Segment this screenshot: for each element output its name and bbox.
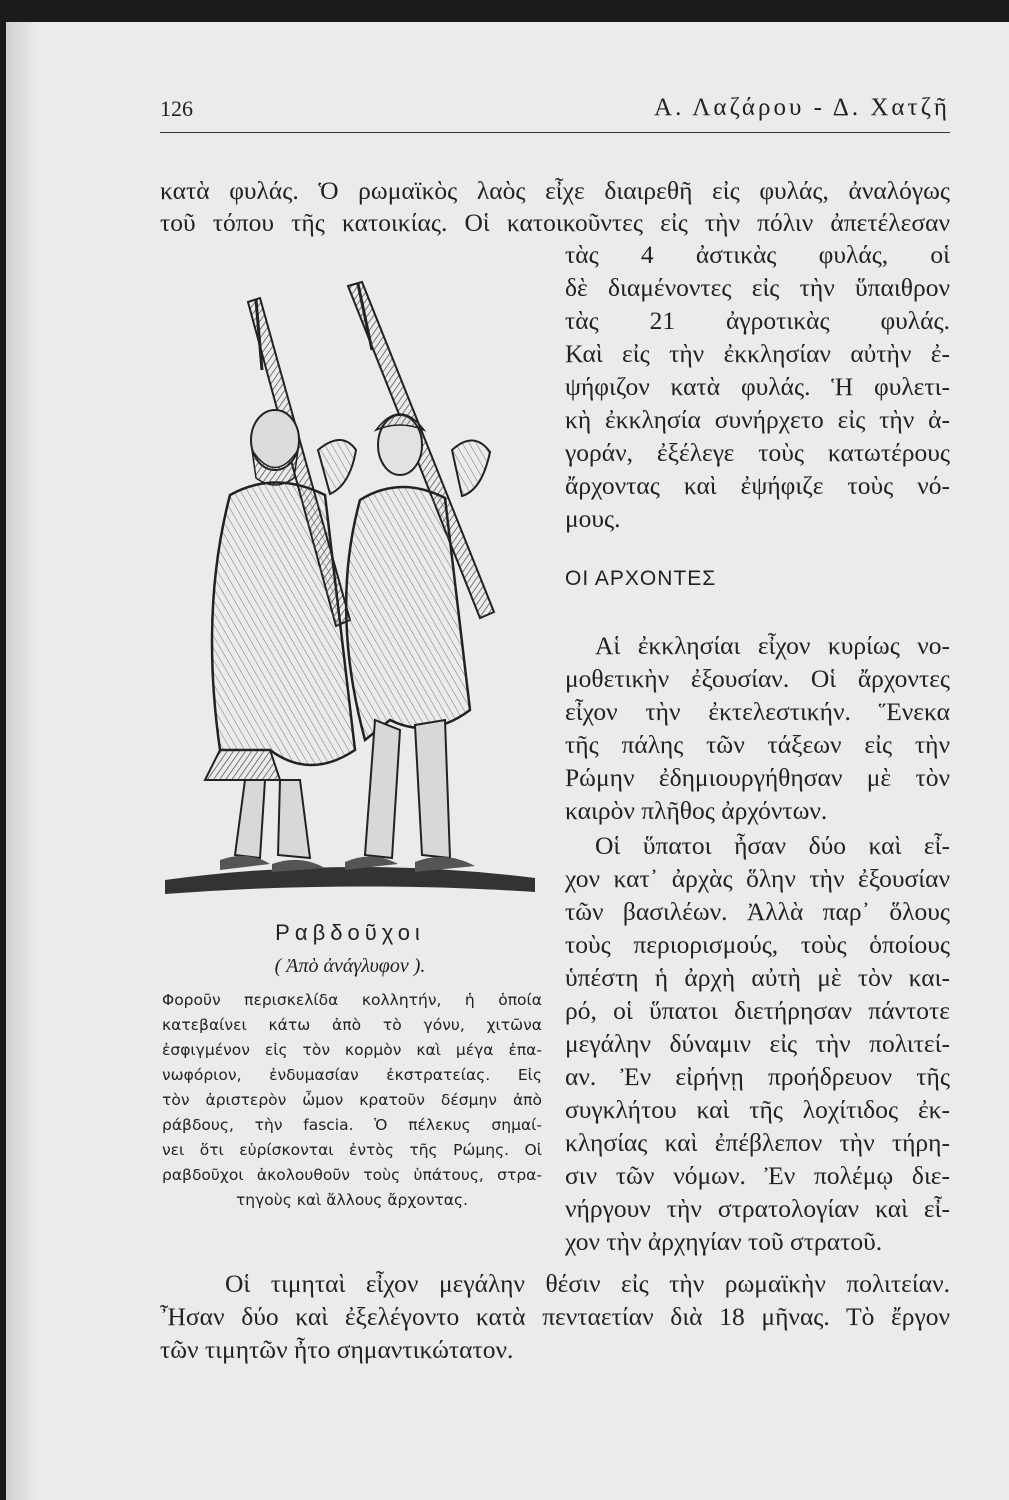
figure-title: Ραβδοῦχοι [275,920,425,945]
body-line: τοῦ τόπου τῆς κατοικίας. Οἱ κατοικοῦντες εἰς τὴν πόλιν ἀπετέλεσαν [160,208,950,237]
column-line: μους. [565,504,621,533]
column-line: κλησίας καὶ ἐπέβλεπον τὴν τήρη- [565,1128,950,1157]
caption-line: ἐσφιγμένον εἰς τὸν κορμὸν καὶ μέγα ἐπα- [162,1041,542,1059]
column-line: τῶν βασιλέων. Ἀλλὰ παρ᾽ ὅλους [565,897,950,926]
column-line: σιν τῶν νόμων. Ἐν πολέμῳ διε- [565,1161,950,1190]
column-line: μεγάλην δύναμιν εἰς τὴν πολιτεί- [565,1029,950,1058]
body-line: Οἱ τιμηταὶ εἶχον μεγάλην θέσιν εἰς τὴν ρωμαϊκὴν πολιτείαν. [225,1269,950,1298]
running-head: Α. Λαζάρου - Δ. Χατζῆ [654,94,950,121]
caption-line: τὸν ἀριστερὸν ὦμον κρατοῦν δέσμην ἀπὸ [162,1091,542,1109]
column-line: Αἱ ἐκκλησίαι εἶχον κυρίως νο- [595,631,950,660]
column-line: κὴ ἐκκλησία συνήρχετο εἰς τὴν ἀ- [565,405,950,434]
column-line: νήργουν τὴν στρατολογίαν καὶ εἶ- [565,1194,950,1223]
caption-line: νωφόριον, ἐνδυμασίαν ἐκστρατείας. Εἰς [162,1066,542,1084]
caption-line: κατεβαίνει κάτω ἀπὸ τὸ γόνυ, χιτῶνα [162,1016,542,1034]
body-line: τῶν τιμητῶν ἦτο σημαντικώτατον. [160,1335,514,1364]
column-line: ὑπέστη ἡ ἀρχὴ αὐτὴ μὲ τὸν και- [565,963,950,992]
page-number: 126 [160,96,193,121]
lictor-young [345,414,475,872]
column-line: Οἱ ὕπατοι ἦσαν δύο καὶ εἶ- [595,831,950,860]
column-line: τὰς 4 ἀστικὰς φυλάς, οἱ [565,240,950,269]
column-line: ἄρχοντας καὶ ἐψήφιζε τοὺς νό- [565,471,950,500]
column-line: ρό, οἱ ὕπατοι διετήρησαν πάντοτε [565,996,950,1025]
page-header [160,88,950,133]
column-line: τοὺς περιορισμούς, τοὺς ὁποίους [565,930,950,959]
column-line: χον κατ᾽ ἀρχὰς ὅλην τὴν ἐξουσίαν [565,864,950,893]
column-line: τῆς πάλης τῶν τάξεων εἰς τὴν [565,730,950,759]
body-line: Ἦσαν δύο καὶ ἐξελέγοντο κατὰ πενταετίαν διὰ 18 μῆνας. Τὸ ἔργον [160,1302,950,1331]
caption-line: τηγοὺς καὶ ἄλλους ἄρχοντας. [235,1191,469,1209]
figure-subtitle: ( Ἀπὸ ἀνάγλυφον ). [274,955,426,977]
caption-line: Φοροῦν περισκελίδα κολλητήν, ἡ ὁποία [162,991,542,1009]
column-line: δὲ διαμένοντες εἰς τὴν ὕπαιθρον [565,273,950,302]
column-line: εἶχον τὴν ἐκτελεστικήν. Ἕνεκα [565,697,950,726]
column-line: αν. Ἐν εἰρήνῃ προήδρευον τῆς [565,1062,950,1091]
column-line: καιρὸν πλῆθος ἀρχόντων. [565,796,828,825]
column-line: Ρώμην ἐδημιουργήθησαν μὲ τὸν [565,763,950,792]
column-line: τὰς 21 ἀγροτικὰς φυλάς. [565,306,950,335]
column-line: συγκλήτου καὶ τῆς λοχίτιδος ἐκ- [565,1095,950,1124]
column-line: χον τὴν ἀρχηγίαν τοῦ στρατοῦ. [565,1227,883,1256]
column-line: γοράν, ἐξέλεγε τοὺς κατωτέρους [565,438,950,467]
body-line: κατὰ φυλάς. Ὁ ρωμαϊκὸς λαὸς εἶχε διαιρεθῆ εἰς φυλάς, ἀναλόγως [160,176,950,205]
caption-line: ραβδοῦχοι ἀκολουθοῦν τοὺς ὑπάτους, στρα- [162,1166,542,1184]
caption-line: νει ὅτι εὑρίσκονται ἐντὸς τῆς Ρώμης. Οἱ [162,1141,542,1159]
lictors-illustration [160,280,540,900]
section-heading: ΟΙ ΑΡΧΟΝΤΕΣ [565,567,717,590]
column-line: ψήφιζον κατὰ φυλάς. Ἡ φυλετι- [565,372,950,401]
page-gutter [6,22,36,1500]
column-line: Καὶ εἰς τὴν ἐκκλησίαν αὐτὴν ἐ- [565,339,950,368]
caption-line: ράβδους, τὴν fascia. Ὁ πέλεκυς σημαί- [162,1116,542,1134]
column-line: μοθετικὴν ἐξουσίαν. Οἱ ἄρχοντες [565,664,950,693]
